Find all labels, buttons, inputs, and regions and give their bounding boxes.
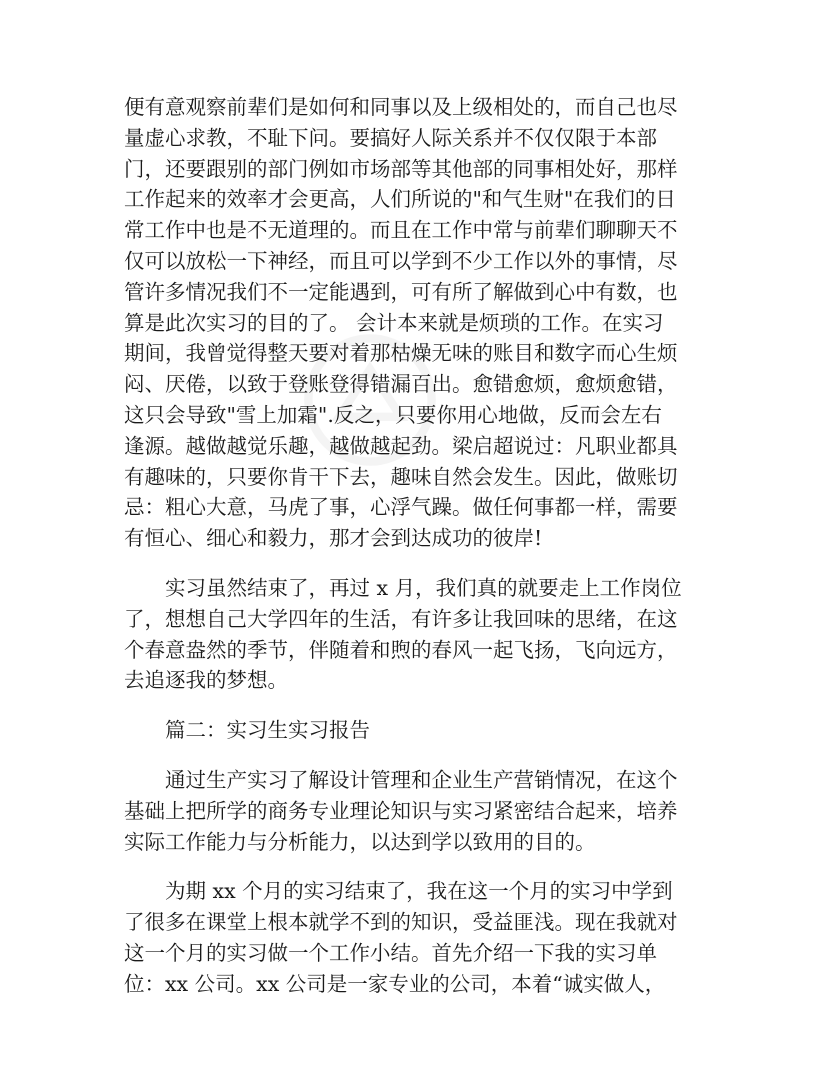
text-line: 忌：粗心大意，马虎了事，心浮气躁。做任何事都一样，需要 xyxy=(124,495,678,520)
document-body xyxy=(124,92,710,1019)
paragraph-2 xyxy=(124,573,710,696)
text-line: 位：xx 公司。xx 公司是一家专业的公司，本着“诚实做人， xyxy=(124,971,666,996)
section-heading xyxy=(124,715,710,746)
paragraph-3 xyxy=(124,765,710,857)
text-line: 闷、厌倦，以致于登账登得错漏百出。愈错愈烦，愈烦愈错， xyxy=(124,372,678,397)
text-line: 门，还要跟别的部门例如市场部等其他部的同事相处好，那样 xyxy=(124,156,678,181)
paragraph-1 xyxy=(124,92,710,554)
text-line: 管许多情况我们不一定能遇到，可有所了解做到心中有数，也 xyxy=(124,279,678,304)
text-line: 基础上把所学的商务专业理论知识与实习紧密结合起来，培养 xyxy=(124,798,678,823)
text-line: 逢源。越做越觉乐趣，越做越起劲。梁启超说过：凡职业都具 xyxy=(124,433,678,458)
heading-text: 篇二：实习生实习报告 xyxy=(165,718,370,743)
text-line: 去追逐我的梦想。 xyxy=(124,668,288,693)
text-line: 工作起来的效率才会更高，人们所说的"和气生财"在我们的日 xyxy=(124,187,676,212)
text-line: 量虚心求教，不耻下问。要搞好人际关系并不仅仅限于本部 xyxy=(124,125,657,150)
text-line: 通过生产实习了解设计管理和企业生产营销情况，在这个 xyxy=(165,767,678,792)
text-line: 了，想想自己大学四年的生活，有许多让我回味的思绪，在这 xyxy=(124,606,678,631)
text-line: 这一个月的实习做一个工作小结。首先介绍一下我的实习单 xyxy=(124,940,657,965)
text-line: 期间，我曾觉得整天要对着那枯燥无味的账目和数字而心生烦 xyxy=(124,341,678,366)
text-line: 了很多在课堂上根本就学不到的知识，受益匪浅。现在我就对 xyxy=(124,910,678,935)
text-line: 个春意盎然的季节，伴随着和煦的春风一起飞扬，飞向远方， xyxy=(124,637,678,662)
text-line: 有恒心、细心和毅力，那才会到达成功的彼岸! xyxy=(124,526,543,551)
paragraph-4 xyxy=(124,876,710,999)
text-line: 仅可以放松一下神经，而且可以学到不少工作以外的事情，尽 xyxy=(124,248,678,273)
text-line: 有趣味的，只要你肯干下去，趣味自然会发生。因此，做账切 xyxy=(124,464,678,489)
text-line: 为期 xx 个月的实习结束了，我在这一个月的实习中学到 xyxy=(165,879,673,904)
text-line: 算是此次实习的目的了。 会计本来就是烦琐的工作。在实习 xyxy=(124,310,664,335)
text-line: 便有意观察前辈们是如何和同事以及上级相处的，而自己也尽 xyxy=(124,95,678,119)
text-line: 实习虽然结束了，再过 x 月，我们真的就要走上工作岗位 xyxy=(165,575,682,600)
text-line: 这只会导致"雪上加霜".反之，只要你用心地做，反而会左右 xyxy=(124,402,662,427)
text-line: 常工作中也是不无道理的。而且在工作中常与前辈们聊聊天不 xyxy=(124,218,678,243)
text-line: 实际工作能力与分析能力，以达到学以致用的目的。 xyxy=(124,829,596,854)
